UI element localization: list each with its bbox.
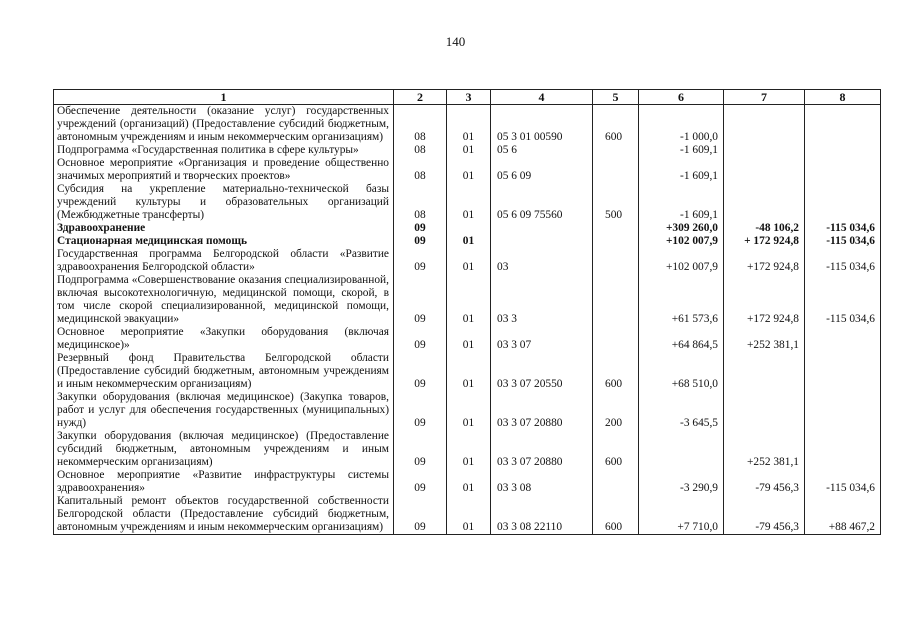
amount-col6-cell: -1 609,1 [639, 144, 724, 157]
amount-col7-cell: + 172 924,8 [724, 235, 805, 248]
column-header: 1 [54, 90, 394, 105]
table-row [54, 430, 881, 469]
subsection-code-cell: 01 [447, 274, 491, 326]
subsection-code-cell: 01 [447, 248, 491, 274]
subsection-code-cell: 01 [447, 105, 491, 145]
section-code-cell: 08 [394, 144, 447, 157]
table-row [54, 469, 881, 495]
subsection-code-cell: 01 [447, 235, 491, 248]
subsection-code-cell: 01 [447, 495, 491, 535]
expense-type-cell [593, 248, 639, 274]
expense-type-cell [593, 469, 639, 495]
amount-col8-cell: +88 467,2 [805, 495, 881, 535]
column-header: 7 [724, 90, 805, 105]
table-row [54, 391, 881, 430]
amount-col7-cell: -79 456,3 [724, 469, 805, 495]
row-name-cell: Государственная программа Белгородской области «Развитие здравоохранения Белгородской области» [54, 248, 394, 274]
row-name-cell: Резервный фонд Правительства Белгородской области (Предоставление субсидий бюджетным, автономным учреждениям и иным некоммерческим организациям) [54, 352, 394, 391]
table-header-row [54, 90, 881, 105]
expense-type-cell [593, 274, 639, 326]
amount-col7-cell: +172 924,8 [724, 248, 805, 274]
amount-col8-cell: -115 034,6 [805, 222, 881, 235]
target-article-cell: 05 6 09 [491, 157, 593, 183]
subsection-code-cell: 01 [447, 391, 491, 430]
amount-col7-cell: +252 381,1 [724, 326, 805, 352]
subsection-code-cell: 01 [447, 469, 491, 495]
amount-col6-cell [639, 430, 724, 469]
amount-col7-cell [724, 391, 805, 430]
amount-col8-cell: -115 034,6 [805, 274, 881, 326]
table-row [54, 183, 881, 222]
amount-col6-cell: +102 007,9 [639, 235, 724, 248]
column-header: 4 [491, 90, 593, 105]
subsection-code-cell: 01 [447, 326, 491, 352]
expense-type-cell: 600 [593, 495, 639, 535]
column-header: 6 [639, 90, 724, 105]
amount-col6-cell: +7 710,0 [639, 495, 724, 535]
column-header: 2 [394, 90, 447, 105]
row-name-cell: Закупки оборудования (включая медицинское) (Предоставление субсидий бюджетным, автономным учреждениям и иным некоммерческим организациям) [54, 430, 394, 469]
table-row [54, 144, 881, 157]
target-article-cell: 03 [491, 248, 593, 274]
target-article-cell: 03 3 07 20880 [491, 391, 593, 430]
amount-col7-cell: -48 106,2 [724, 222, 805, 235]
expense-type-cell [593, 235, 639, 248]
expense-type-cell [593, 157, 639, 183]
amount-col6-cell: -1 000,0 [639, 105, 724, 145]
target-article-cell: 03 3 07 [491, 326, 593, 352]
section-code-cell: 09 [394, 248, 447, 274]
amount-col7-cell: -79 456,3 [724, 495, 805, 535]
expense-type-cell: 600 [593, 430, 639, 469]
row-name-cell: Основное мероприятие «Закупки оборудования (включая медицинское)» [54, 326, 394, 352]
row-name-cell: Основное мероприятие «Развитие инфраструктуры системы здравоохранения» [54, 469, 394, 495]
amount-col7-cell [724, 352, 805, 391]
amount-col8-cell [805, 352, 881, 391]
amount-col8-cell [805, 430, 881, 469]
expense-type-cell: 200 [593, 391, 639, 430]
section-code-cell: 09 [394, 274, 447, 326]
table-row [54, 105, 881, 145]
section-code-cell: 09 [394, 352, 447, 391]
amount-col8-cell [805, 326, 881, 352]
expense-type-cell [593, 326, 639, 352]
budget-table [53, 89, 881, 535]
column-header: 8 [805, 90, 881, 105]
row-name-cell: Подпрограмма «Совершенствование оказания специализированной, включая высокотехнологичную, медицинской помощи, скорой, в том числе скорой специализированной, медицинской помощи, медицинской эвакуации» [54, 274, 394, 326]
section-code-cell: 09 [394, 469, 447, 495]
amount-col7-cell [724, 144, 805, 157]
page-number: 140 [445, 34, 466, 49]
table-body [54, 105, 881, 535]
section-code-cell: 09 [394, 235, 447, 248]
amount-col8-cell: -115 034,6 [805, 469, 881, 495]
amount-col6-cell: +102 007,9 [639, 248, 724, 274]
subsection-code-cell: 01 [447, 352, 491, 391]
subsection-code-cell: 01 [447, 183, 491, 222]
target-article-cell: 03 3 [491, 274, 593, 326]
subsection-code-cell: 01 [447, 157, 491, 183]
table-row [54, 235, 881, 248]
table-row [54, 248, 881, 274]
amount-col6-cell: +64 864,5 [639, 326, 724, 352]
target-article-cell: 03 3 08 22110 [491, 495, 593, 535]
target-article-cell: 05 3 01 00590 [491, 105, 593, 145]
table-row [54, 352, 881, 391]
row-name-cell: Стационарная медицинская помощь [54, 235, 394, 248]
table-row [54, 157, 881, 183]
row-name-cell: Подпрограмма «Государственная политика в сфере культуры» [54, 144, 394, 157]
amount-col6-cell: +68 510,0 [639, 352, 724, 391]
expense-type-cell: 600 [593, 105, 639, 145]
amount-col7-cell [724, 105, 805, 145]
table-row [54, 495, 881, 535]
amount-col6-cell: +61 573,6 [639, 274, 724, 326]
row-name-cell: Здравоохранение [54, 222, 394, 235]
amount-col8-cell [805, 391, 881, 430]
amount-col8-cell [805, 105, 881, 145]
amount-col6-cell: -1 609,1 [639, 157, 724, 183]
section-code-cell: 09 [394, 495, 447, 535]
amount-col7-cell: +172 924,8 [724, 274, 805, 326]
section-code-cell: 08 [394, 157, 447, 183]
amount-col8-cell: -115 034,6 [805, 248, 881, 274]
expense-type-cell [593, 222, 639, 235]
amount-col6-cell: +309 260,0 [639, 222, 724, 235]
amount-col8-cell: -115 034,6 [805, 235, 881, 248]
row-name-cell: Основное мероприятие «Организация и проведение общественно значимых мероприятий и творческих проектов» [54, 157, 394, 183]
table-row [54, 326, 881, 352]
amount-col8-cell [805, 144, 881, 157]
amount-col7-cell [724, 183, 805, 222]
target-article-cell: 03 3 08 [491, 469, 593, 495]
section-code-cell: 09 [394, 222, 447, 235]
column-header: 3 [447, 90, 491, 105]
subsection-code-cell [447, 222, 491, 235]
section-code-cell: 09 [394, 391, 447, 430]
section-code-cell: 09 [394, 430, 447, 469]
row-name-cell: Закупки оборудования (включая медицинское) (Закупка товаров, работ и услуг для обеспечения государственных (муниципальных) нужд) [54, 391, 394, 430]
row-name-cell: Обеспечение деятельности (оказание услуг) государственных учреждений (организаций) (Предоставление субсидий бюджетным, автономным учреждениям и иным некоммерческим организациям) [54, 105, 394, 145]
column-header: 5 [593, 90, 639, 105]
row-name-cell: Субсидия на укрепление материально-технической базы учреждений культуры и образовательных организаций (Межбюджетные трансферты) [54, 183, 394, 222]
section-code-cell: 08 [394, 105, 447, 145]
amount-col8-cell [805, 183, 881, 222]
amount-col6-cell: -3 645,5 [639, 391, 724, 430]
expense-type-cell [593, 144, 639, 157]
subsection-code-cell: 01 [447, 430, 491, 469]
amount-col7-cell [724, 157, 805, 183]
target-article-cell [491, 235, 593, 248]
amount-col6-cell: -1 609,1 [639, 183, 724, 222]
target-article-cell: 03 3 07 20550 [491, 352, 593, 391]
subsection-code-cell: 01 [447, 144, 491, 157]
expense-type-cell: 600 [593, 352, 639, 391]
target-article-cell: 05 6 [491, 144, 593, 157]
expense-type-cell: 500 [593, 183, 639, 222]
table-row [54, 274, 881, 326]
target-article-cell: 03 3 07 20880 [491, 430, 593, 469]
section-code-cell: 08 [394, 183, 447, 222]
section-code-cell: 09 [394, 326, 447, 352]
target-article-cell [491, 222, 593, 235]
target-article-cell: 05 6 09 75560 [491, 183, 593, 222]
amount-col6-cell: -3 290,9 [639, 469, 724, 495]
amount-col7-cell: +252 381,1 [724, 430, 805, 469]
amount-col8-cell [805, 157, 881, 183]
table-row [54, 222, 881, 235]
row-name-cell: Капитальный ремонт объектов государственной собственности Белгородской области (Предоставление субсидий бюджетным, автономным учреждениям и иным некоммерческим организациям) [54, 495, 394, 535]
